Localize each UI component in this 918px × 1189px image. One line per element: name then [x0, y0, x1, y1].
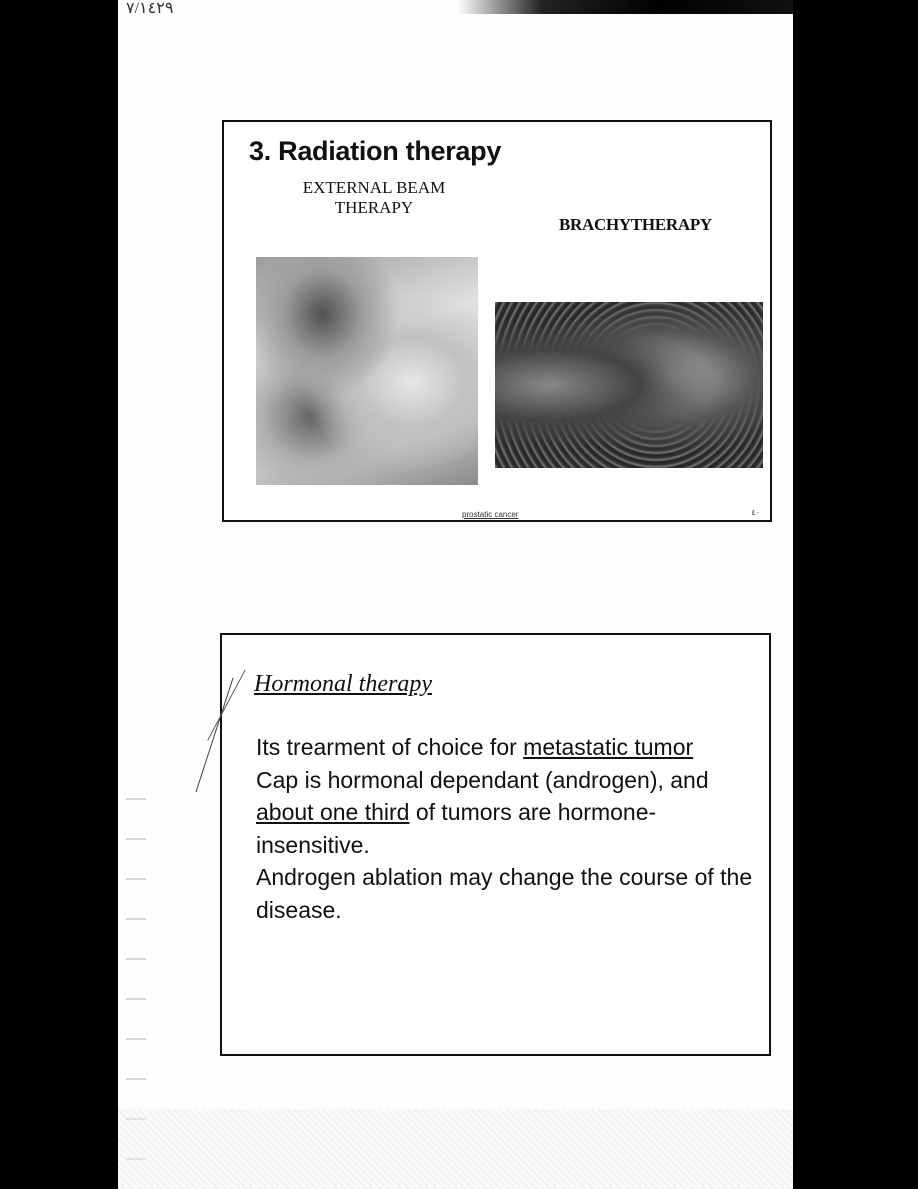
- slide-footer: prostatic cancer: [462, 510, 519, 519]
- slide-number: ٤٠: [751, 508, 760, 517]
- scan-artifact: [118, 1109, 793, 1189]
- page-number: ٧/١٤٢٩: [126, 0, 174, 17]
- handwritten-mark: [207, 669, 245, 740]
- slide-body: [256, 731, 756, 926]
- external-beam-photo: [256, 257, 478, 485]
- scan-border-left: [0, 0, 118, 1189]
- slide-title: Hormonal therapy: [254, 671, 432, 697]
- bullet-line: Its trearment of choice for metastatic tumor: [256, 734, 694, 760]
- bullet-line: Cap is hormonal dependant (androgen), and about one third of tumors are hormone-insensitive.: [256, 766, 709, 858]
- scan-artifact: [458, 0, 793, 14]
- brachytherapy-xray-image: [495, 302, 763, 468]
- slide-hormonal-therapy: [220, 633, 771, 1056]
- underlined-text: metastatic tumor: [523, 734, 694, 760]
- underlined-text: about one third: [256, 799, 410, 825]
- scan-border-right: [793, 0, 918, 1189]
- slide-radiation-therapy: [222, 120, 772, 522]
- slide-title: 3. Radiation therapy: [249, 136, 502, 166]
- document-page: [118, 0, 793, 1189]
- brachytherapy-label: BRACHYTHERAPY: [559, 215, 712, 234]
- external-beam-label: EXTERNAL BEAM THERAPY: [302, 178, 446, 217]
- bullet-line: Androgen ablation may change the course of the disease.: [256, 864, 753, 923]
- handwritten-mark: [195, 678, 233, 792]
